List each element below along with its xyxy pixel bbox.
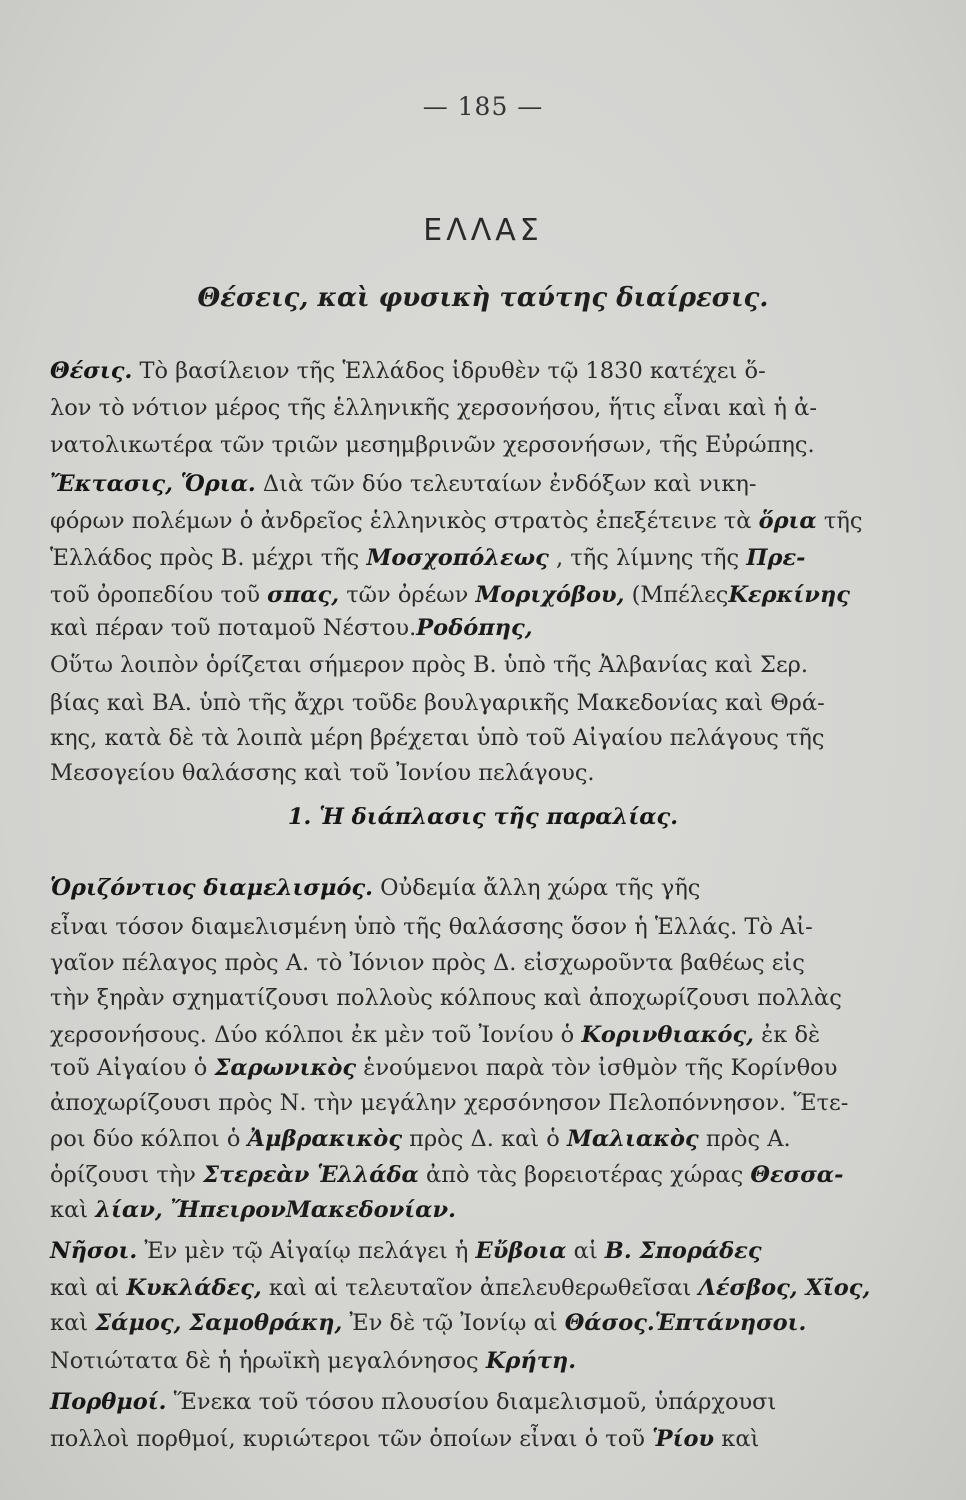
section-heading: [0, 800, 966, 834]
emphasis: Β. Σποράδες: [604, 1238, 762, 1264]
emphasis: Λέσβος, Χῖος,: [698, 1275, 871, 1301]
text-run: κης, κατὰ δὲ τὰ λοιπὰ μέρη βρέχεται ὑπὸ τοῦ Αἰγαίου πελάγους τῆς: [50, 725, 825, 751]
emphasis: Μαλιακὸς: [566, 1126, 699, 1152]
text-run: γαῖον πέλαγος πρὸς Α. τὸ Ἰόνιον πρὸς Δ. εἰσχωροῦντα βαθέως εἰς: [50, 950, 805, 976]
text-run: ἐκ δὲ: [754, 1022, 821, 1048]
emphasis: σπας,: [267, 582, 340, 608]
text-run: Ἑλλάδος πρὸς Β. μέχρι τῆς: [50, 545, 367, 571]
text-line: [50, 1234, 850, 1268]
page-number: — 185 —: [422, 92, 544, 121]
text-line: [50, 871, 850, 905]
text-run: ἑνούμενοι παρὰ τὸν ἰσθμὸν τῆς Κορίνθου: [356, 1055, 838, 1081]
text-run: καὶ: [50, 1197, 96, 1223]
text-run: λον τὸ νότιον μέρος τῆς ἑλληνικῆς χερσονήσου, ἥτις εἶναι καὶ ἡ ἀ-: [50, 395, 817, 421]
emphasis: Ἀμβρακικὸς: [247, 1126, 403, 1152]
text-run: εἶναι τόσον διαμελισμένη ὑπὸ τῆς θαλάσσης ὅσον ἡ Ἑλλάς. Τὸ Αἰ-: [50, 914, 813, 940]
text-run: Ἕνεκα τοῦ τόσου πλουσίου διαμελισμοῦ, ὑπάρχουσι: [166, 1389, 777, 1415]
emphasis: Κερκίνης: [728, 582, 850, 608]
text-run: Τὸ βασίλειον τῆς Ἑλλάδος ἱδρυθὲν τῷ 1830 κατέχει ὅ-: [132, 358, 766, 384]
text-run: τοῦ ὀροπεδίου τοῦ: [50, 582, 268, 608]
paragraph-heading: Ἔκτασις, Ὅρια.: [50, 471, 256, 497]
text-line: [50, 611, 850, 645]
chapter-title: ΕΛΛΑΣ: [423, 213, 543, 248]
text-run: καὶ: [714, 1426, 760, 1452]
text-line: [50, 1122, 850, 1156]
text-run: (Μπέλες: [624, 582, 729, 608]
text-run: τῶν ὀρέων: [339, 582, 476, 608]
text-line: [50, 1193, 850, 1227]
emphasis: Ροδόπης,: [416, 615, 533, 641]
text-line: [50, 354, 850, 388]
text-line: [50, 1158, 850, 1192]
text-line: [50, 504, 863, 538]
text-run: Νοτιώτατα δὲ ἡ ἡρωϊκὴ μεγαλόνησος: [50, 1348, 486, 1374]
paragraph-heading: Πορθμοί.: [50, 1389, 167, 1415]
emphasis: Θεσσα-: [750, 1162, 844, 1188]
emphasis: Κορινθιακός,: [581, 1022, 754, 1048]
emphasis: Μοριχόβου,: [475, 582, 625, 608]
text-run: Ἐν μὲν τῷ Αἰγαίῳ πελάγει ἡ: [137, 1238, 476, 1264]
emphasis: Ῥίου: [652, 1426, 715, 1452]
text-run: τὴν ξηρὰν σχηματίζουσι πολλοὺς κόλπους καὶ ἀποχωρίζουσι πολλὰς: [50, 985, 842, 1011]
text-run: ὁρίζουσι τὴν: [50, 1162, 204, 1188]
text-line: [50, 391, 850, 425]
text-line: [50, 1051, 850, 1085]
paragraph-heading: Ὁριζόντιος διαμελισμός.: [50, 875, 374, 901]
emphasis: Κρήτη.: [485, 1348, 577, 1374]
emphasis: Πρε-: [746, 545, 806, 571]
paragraph-heading: 1. Ἡ διάπλασις τῆς παραλίας.: [287, 804, 679, 830]
emphasis: λίαν, Ἤπειρον: [95, 1197, 286, 1223]
text-run: Ἐν δὲ τῷ Ἰονίῳ αἱ: [342, 1310, 565, 1336]
text-line: [50, 467, 850, 501]
text-run: καὶ πέραν τοῦ ποταμοῦ Νέστου.: [50, 615, 417, 641]
text-run: καὶ αἱ: [50, 1275, 127, 1301]
emphasis: Εὔβοια: [475, 1238, 567, 1264]
text-line: [50, 1344, 850, 1378]
text-run: ἀπὸ τὰς βορειοτέρας χώρας: [418, 1162, 751, 1188]
text-line: [50, 1385, 850, 1419]
text-run: πρὸς Δ. καὶ ὁ: [402, 1126, 567, 1152]
emphasis: ὅρια: [758, 508, 817, 534]
text-run: ἀποχωρίζουσι πρὸς Ν. τὴν μεγάλην χερσόνησον Πελοπόννησον. Ἕτε-: [50, 1090, 849, 1116]
paragraph-heading: Νῆσοι.: [50, 1238, 138, 1264]
text-run: Οὐδεμία ἄλλη χώρα τῆς γῆς: [373, 875, 701, 901]
text-line: [50, 578, 850, 612]
emphasis: Ἑπτάνησοι.: [654, 1310, 807, 1336]
text-run: Οὕτω λοιπὸν ὁρίζεται σήμερον πρὸς Β. ὑπὸ τῆς Ἀλβανίας καὶ Σερ.: [50, 652, 808, 678]
text-run: καὶ: [50, 1310, 96, 1336]
emphasis: Σάμος, Σαμοθράκη,: [95, 1310, 343, 1336]
text-line: [50, 946, 850, 980]
text-line: [50, 1422, 850, 1456]
text-line: [50, 541, 850, 575]
text-line: [50, 648, 850, 682]
text-line: [50, 721, 850, 755]
text-run: νατολικωτέρα τῶν τριῶν μεσημβρινῶν χερσονήσων, τῆς Εὐρώπης.: [50, 432, 815, 458]
text-run: καὶ αἱ τελευταῖον ἀπελευθερωθεῖσαι: [261, 1275, 699, 1301]
text-run: αἱ: [566, 1238, 605, 1264]
text-line: [50, 686, 850, 720]
text-run: , τῆς λίμνης τῆς: [548, 545, 747, 571]
emphasis: Μοσχοπόλεως: [366, 545, 549, 571]
text-run: τῆς: [816, 508, 863, 534]
emphasis: Κυκλάδες,: [126, 1275, 262, 1301]
text-line: [50, 981, 850, 1015]
chapter-subtitle: Θέσεις, καὶ φυσικὴ ταύτης διαίρεσις.: [197, 283, 769, 313]
text-line: [50, 1306, 850, 1340]
text-run: Μεσογείου θαλάσσης καὶ τοῦ Ἰονίου πελάγους.: [50, 760, 595, 786]
emphasis: Σαρωνικὸς: [214, 1055, 357, 1081]
text-run: τοῦ Αἰγαίου ὁ: [50, 1055, 215, 1081]
text-run: βίας καὶ ΒΑ. ὑπὸ τῆς ἄχρι τοῦδε βουλγαρικῆς Μακεδονίας καὶ Θρά-: [50, 690, 825, 716]
text-line: [50, 756, 850, 790]
text-run: Διὰ τῶν δύο τελευταίων ἐνδόξων καὶ νικη-: [255, 471, 757, 497]
paragraph-heading: Θέσις.: [50, 358, 133, 384]
text-run: πολλοὶ πορθμοί, κυριώτεροι τῶν ὁποίων εἶναι ὁ τοῦ: [50, 1426, 653, 1452]
emphasis: Μακεδονίαν.: [285, 1197, 456, 1223]
text-run: πρὸς Α.: [698, 1126, 791, 1152]
emphasis: Στερεὰν Ἑλλάδα: [203, 1162, 419, 1188]
text-line: [50, 1086, 850, 1120]
text-line: [50, 910, 850, 944]
text-run: χερσονήσους. Δύο κόλποι ἐκ μὲν τοῦ Ἰονίου ὁ: [50, 1022, 582, 1048]
emphasis: Θάσος.: [564, 1310, 655, 1336]
text-line: [50, 1271, 871, 1305]
text-run: φόρων πολέμων ὁ ἀνδρεῖος ἑλληνικὸς στρατὸς ἐπεξέτεινε τὰ: [50, 508, 759, 534]
text-line: [50, 1018, 850, 1052]
text-line: [50, 428, 850, 462]
text-run: ροι δύο κόλποι ὁ: [50, 1126, 248, 1152]
